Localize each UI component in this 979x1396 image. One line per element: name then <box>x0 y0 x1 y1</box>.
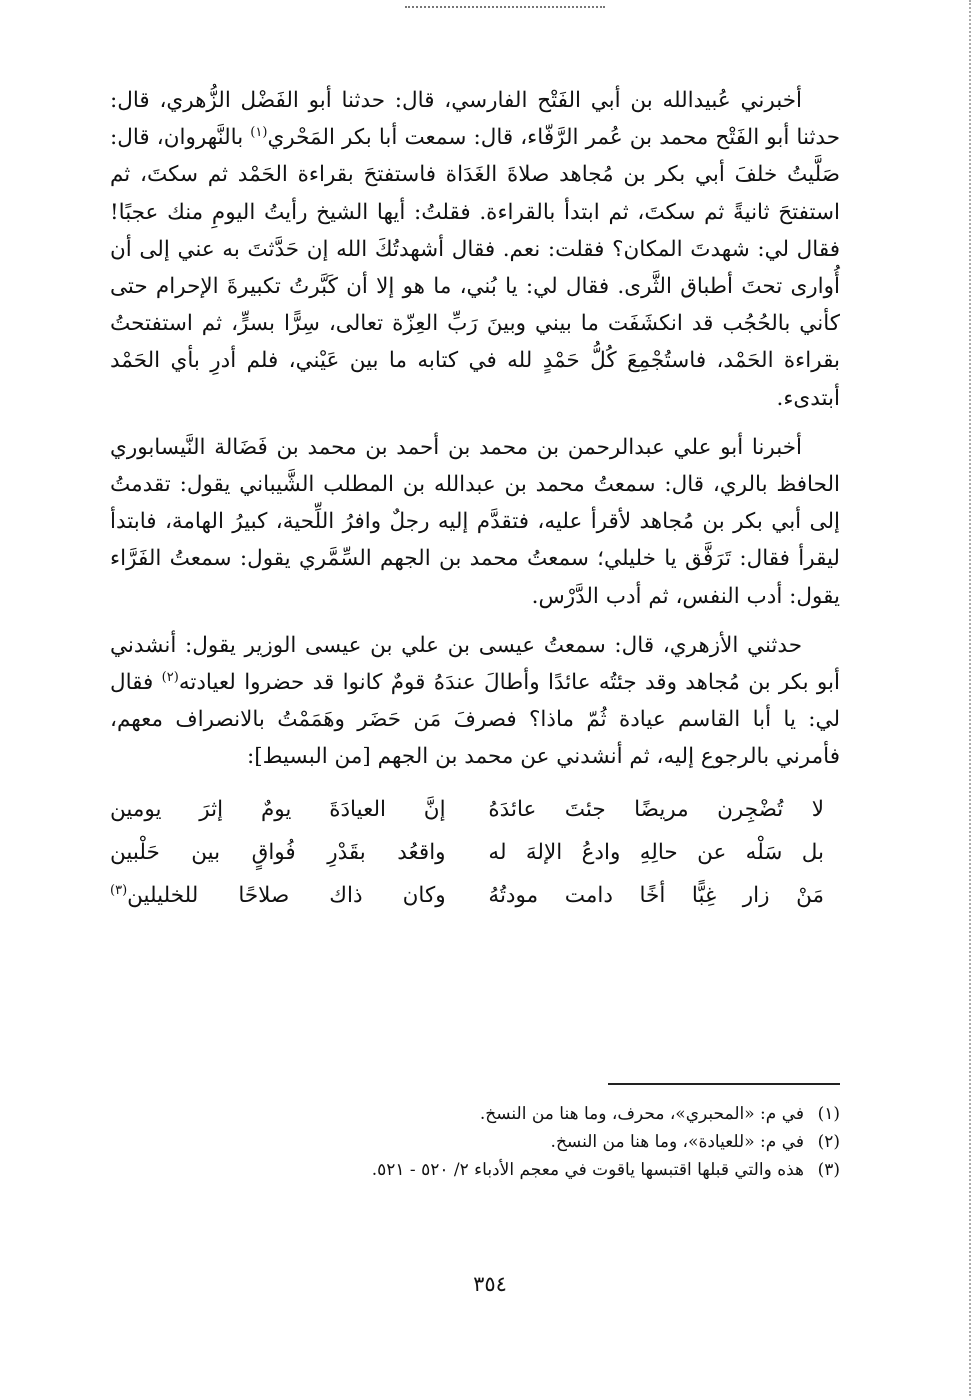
verse-first-hemistich: بل سَلْه عن حالِهِ وادعُ الإلهَ له <box>488 839 824 865</box>
footnote-number: (٢) <box>817 1132 840 1152</box>
verse-second-hemistich: وكان ذاك صلاحًا للخليلين$^{(٣)}$ <box>110 882 446 908</box>
poem <box>110 788 840 917</box>
footnote <box>110 1100 840 1128</box>
verse-second-hemistich: واقعُد بقَدْرِ فُواقٍ بين حَلْبين <box>110 839 446 865</box>
main-text <box>110 82 840 917</box>
paragraph-3: حدثني الأزهري، قال: سمعتُ عيسى بن علي بن عيسى الوزير يقول: أنشدني أبو بكر بن مُجاهد وقد جئتُه عائدًا وأطالَ عندَهُ قومٌ كانوا قد حضروا لعيادته$^{(٢)}$ فقال لي: يا أبا القاسم عيادة ثُمّ ماذا؟ فصرفَ مَن حَضَر وهَمَمْتُ بالانصراف معهم، فأمرني بالرجوع إليه، ثم أنشدني عن محمد بن الجهم [من البسيط]: <box>110 632 840 770</box>
footnote-text: هذه والتي قبلها اقتبسها ياقوت في معجم الأدباء ٢/ ٥٢٠ - ٥٢١. <box>371 1160 804 1180</box>
paragraph-2: أخبرنا أبو علي عبدالرحمن بن محمد بن أحمد بن محمد بن فَضَالة النَّيسابوري الحافظ بالري، قال: سمعتُ محمد بن عبدالله بن المطلب الشَّيباني يقول: تقدمتُ إلى أبي بكر بن مُجاهد لأقرأ عليه، فتقدَّم إليه رجلٌ وافرُ اللِّحية، كبيرُ الهامة، فابتدأ ليقرأ فقال: تَرَفَّق يا خليلي؛ سمعتُ محمد بن الجهم السِّمَّري يقول: سمعتُ الفَرَّاء يقول: أدب النفس، ثم أدب الدَّرْس. <box>110 434 840 609</box>
footnote <box>110 1128 840 1156</box>
verse-first-hemistich: لا تُضْجِرن مريضًا جئتَ عائدَهُ <box>488 796 824 822</box>
footnote-separator <box>608 1083 840 1085</box>
footnote-text: في م: «المحبري»، محرف، وما هنا من النسخ. <box>479 1104 804 1124</box>
footnote-number: (١) <box>817 1104 840 1124</box>
poem-verse <box>110 788 840 831</box>
top-scan-mark <box>405 0 605 8</box>
verse-second-hemistich: إنَّ العيادَةَ يومٌ إثرَ يومين <box>110 796 446 822</box>
footnote-ref-1: (١) <box>250 125 268 141</box>
footnote-ref-2: (٢) <box>161 669 179 685</box>
poem-verse <box>110 831 840 874</box>
scan-edge-dots <box>969 0 971 1396</box>
footnote-text: في م: «للعيادة»، وما هنا من النسخ. <box>550 1132 804 1152</box>
paragraph-1: أخبرني عُبيدالله بن أبي الفَتْح الفارسي، قال: حدثنا أبو الفَضْل الزُّهري، قال: حدثنا أبو الفَتْح محمد بن عُمر الرَّفّاء، قال: سمعت أبا بكر المَحْري$^{(١)}$ بالنَّهروان، قال: صَلَّيتُ خلفَ أبي بكر بن مُجاهد صلاةَ الغَدَاة فاستفتحَ بقراءة الحَمْد ثم سكتَ، ثم استفتحَ ثانيةً ثم سكتَ، ثم ابتدأ بالقراءة. فقلتُ: أيها الشيخ رأيتُ اليومِ منك عجبًا! فقال لي: شهدتَ المكان؟ فقلت: نعم. فقال أشهدتُكَ الله إن حَدَّثتَ به عني إلى أن أُوارى تحتَ أطباق الثَّرى. فقال لي: يا بُني، ما هو إلا أن كَبَّرتُ تكبيرةَ الإحرام حتى كأني بالحُجُب قد انكشَفَت ما بيني وبينَ رَبِّ العِزّة تعالى، سِرًّا بسرٍّ، ثم استفتحتُ بقراءة الحَمْد، فاستُجْمِعَ كُلُّ حَمْدٍ لله في كتابه ما بين عَيْني، فلم أدرِ بأي الحَمْد أبتدىء. <box>110 88 840 411</box>
footnote-number: (٣) <box>817 1160 840 1180</box>
footnote <box>110 1156 840 1184</box>
footnotes <box>110 1100 840 1184</box>
page-number: ٣٥٤ <box>473 1272 507 1296</box>
verse-first-hemistich: مَنْ زار غِبًّا أخًا دامت مودتُهُ <box>488 882 824 908</box>
footnote-ref-3: (٣) <box>110 882 128 898</box>
poem-verse <box>110 874 840 917</box>
